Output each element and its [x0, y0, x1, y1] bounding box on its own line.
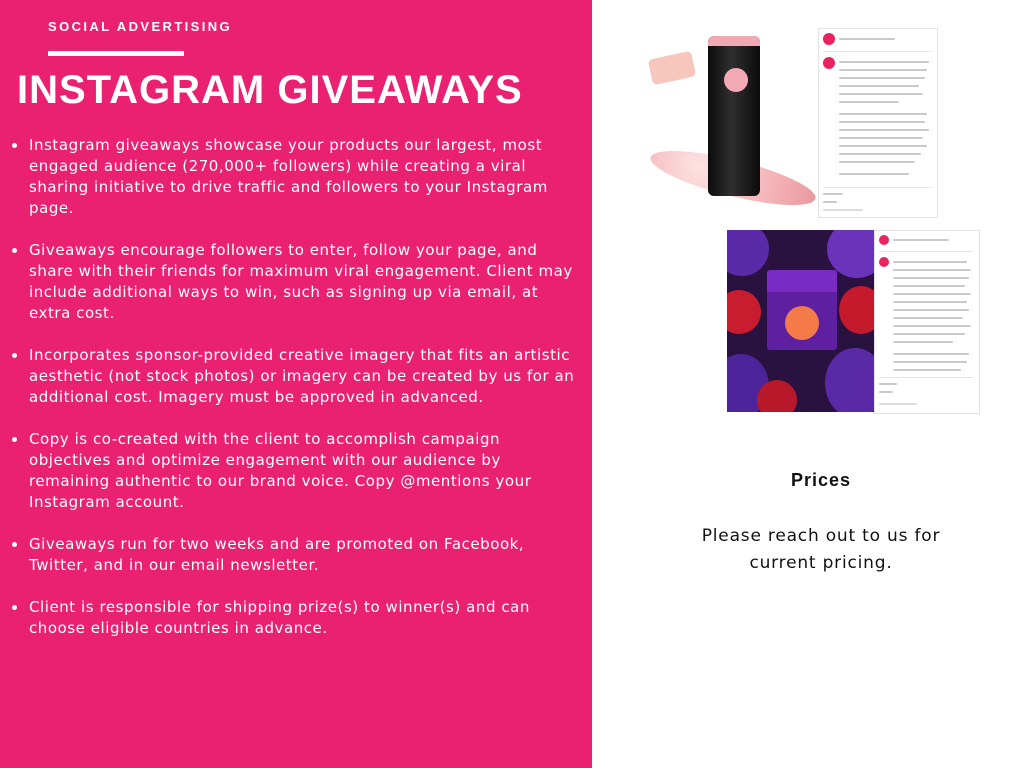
text-line [839, 69, 927, 71]
flower-shape [825, 348, 874, 412]
flower-shape [757, 380, 797, 412]
bullet-item: Instagram giveaways showcase your products our largest, most engaged audience (270,000+ followers) while creating a viral sharing initiative to drive traffic and followers to your Instagram page. [29, 135, 581, 219]
bullet-item: Giveaways run for two weeks and are promoted on Facebook, Twitter, and in our email newsletter. [29, 534, 581, 576]
text-line [879, 383, 897, 385]
text-line [879, 403, 917, 405]
prices-text: Please reach out to us for current pricing. [701, 526, 941, 573]
text-line [893, 277, 969, 279]
bullet-item: Copy is co-created with the client to accomplish campaign objectives and optimize engagement with our audience by remaining authentic to our brand voice. Copy @mentions your Instagram account. [29, 429, 581, 513]
text-line [839, 161, 915, 163]
text-line [893, 301, 967, 303]
instagram-post-screenshot [874, 230, 980, 414]
menstrual-cup-image [785, 306, 819, 340]
bullet-item: Giveaways encourage followers to enter, follow your page, and share with their friends for maximum viral engagement. Client may include additional ways to win, such as signing up via email, at extra cost. [29, 240, 581, 324]
text-line [839, 173, 909, 175]
page-title: INSTAGRAM GIVEAWAYS [17, 68, 523, 112]
text-line [839, 153, 921, 155]
text-line [893, 293, 971, 295]
avatar [879, 257, 889, 267]
flower-shape [727, 290, 761, 334]
text-line [839, 129, 929, 131]
text-line [823, 193, 843, 195]
eyebrow-underline [48, 51, 184, 56]
flower-product-photo [727, 230, 874, 412]
text-line [839, 121, 925, 123]
text-line [893, 309, 969, 311]
avatar [879, 235, 889, 245]
text-line [823, 209, 863, 211]
text-line [893, 239, 949, 241]
product-tube-image [708, 36, 760, 196]
win-sticker [648, 51, 696, 86]
avatar [823, 33, 835, 45]
text-line [839, 93, 923, 95]
flower-shape [839, 286, 874, 334]
text-line [893, 369, 961, 371]
flower-shape [727, 230, 769, 276]
avatar [823, 57, 835, 69]
text-line [823, 187, 931, 188]
prices-heading: Prices [790, 470, 852, 490]
text-line [893, 325, 971, 327]
text-line [893, 341, 953, 343]
text-line [839, 113, 927, 115]
section-eyebrow: SOCIAL ADVERTISING [48, 19, 233, 34]
text-line [823, 201, 837, 203]
text-line [839, 61, 929, 63]
instagram-post-screenshot [818, 28, 938, 218]
text-line [839, 101, 899, 103]
bullet-item: Incorporates sponsor-provided creative imagery that fits an artistic aesthetic (not stock photos) or imagery can be created by us for an additional cost. Imagery must be approved in advanced. [29, 345, 581, 408]
text-line [893, 269, 971, 271]
brand-logo-mark [724, 68, 748, 92]
text-line [839, 77, 925, 79]
text-line [893, 261, 967, 263]
text-line [823, 51, 931, 52]
text-line [879, 251, 973, 252]
text-line [893, 353, 969, 355]
text-line [893, 361, 967, 363]
text-line [839, 85, 919, 87]
bullet-item: Client is responsible for shipping prize(s) to winner(s) and can choose eligible countries in advance. [29, 597, 581, 639]
gift-box-lid [767, 270, 837, 292]
text-line [839, 38, 895, 40]
text-line [893, 317, 963, 319]
text-line [839, 137, 923, 139]
text-line [879, 377, 973, 378]
tube-cap [708, 36, 760, 46]
bullet-list [29, 135, 581, 660]
text-line [839, 145, 927, 147]
text-line [879, 391, 893, 393]
text-line [893, 285, 965, 287]
text-line [893, 333, 965, 335]
